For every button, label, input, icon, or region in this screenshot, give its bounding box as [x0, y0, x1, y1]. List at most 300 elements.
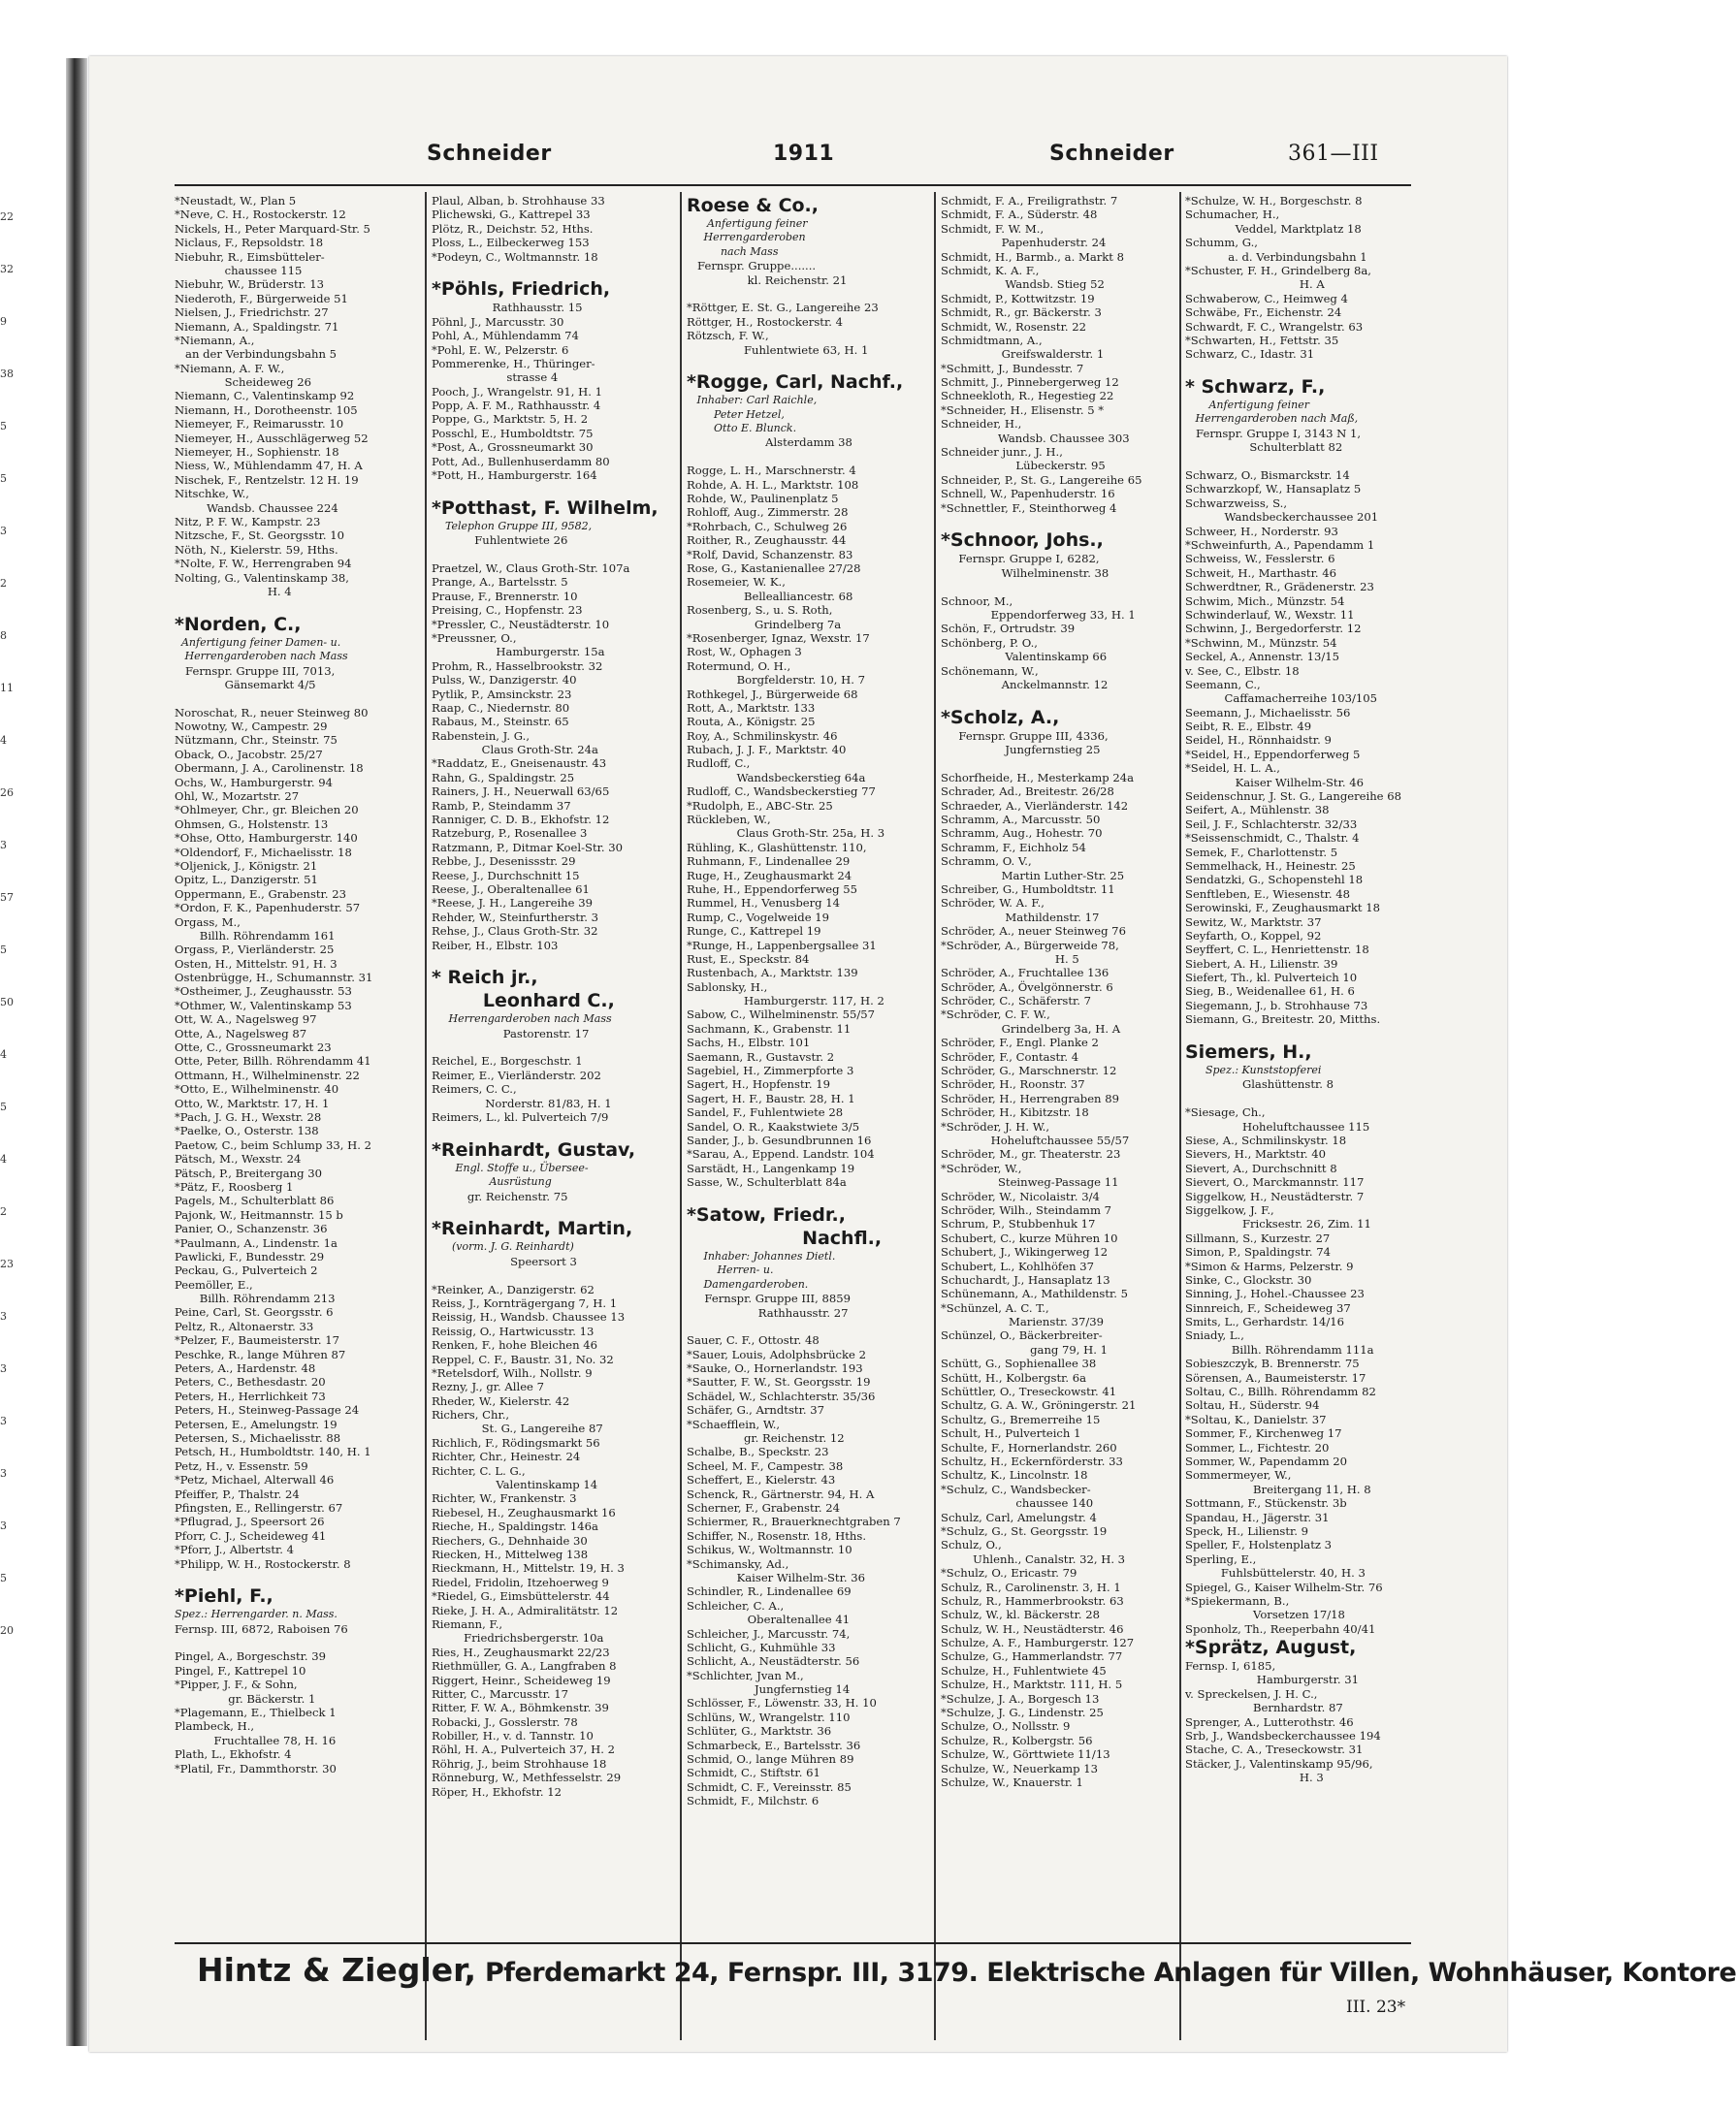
directory-entry: Schleicher, C. A.,: [687, 1598, 785, 1613]
directory-entry: Schönemann, W.,: [941, 663, 1039, 678]
directory-entry: Schwinderlauf, W., Wexstr. 11: [1185, 607, 1355, 622]
directory-entry: *Sauke, O., Hornerlandstr. 193: [687, 1361, 863, 1376]
directory-entry: Simon, P., Spaldingstr. 74: [1185, 1245, 1331, 1260]
directory-entry: Gänsemarkt 4/5: [175, 677, 316, 691]
directory-entry: Speck, H., Lilienstr. 9: [1185, 1523, 1309, 1538]
facing-page-fragment: 23: [0, 1258, 14, 1270]
directory-entry: Schlicht, A., Neustädterstr. 56: [687, 1654, 860, 1669]
directory-entry: Nützmann, Chr., Steinstr. 75: [175, 733, 338, 748]
directory-entry: Peters, C., Bethesdastr. 20: [175, 1375, 326, 1390]
facing-page-numbers: [0, 204, 27, 2027]
facing-page-fragment: 4: [0, 1153, 7, 1166]
directory-entry: Plath, L., Ekhofstr. 4: [175, 1747, 292, 1762]
firm-heading: *Satow, Friedr.,: [687, 1203, 846, 1226]
directory-entry: Schulze, W., Knauerstr. 1: [941, 1775, 1083, 1789]
directory-entry: Schäfer, G., Arndtstr. 37: [687, 1403, 824, 1418]
facing-page-fragment: 8: [0, 629, 7, 642]
directory-entry: H. 4: [175, 584, 292, 598]
directory-entry: Schubert, C., kurze Mühren 10: [941, 1231, 1118, 1245]
directory-entry: *Reinker, A., Danzigerstr. 62: [432, 1282, 595, 1296]
directory-entry: Rainers, J. H., Neuerwall 63/65: [432, 784, 610, 799]
directory-entry: Pingel, A., Borgeschstr. 39: [175, 1649, 326, 1664]
directory-entry: [941, 756, 1189, 770]
directory-entry: Röper, H., Ekhofstr. 12: [432, 1784, 563, 1799]
directory-entry: Schreiber, G., Humboldtstr. 11: [941, 881, 1115, 896]
directory-entry: Semek, F., Charlottenstr. 5: [1185, 845, 1338, 859]
firm-subline: Inhaber: Johannes Dietl.: [687, 1249, 836, 1263]
directory-entry: *Niemann, A.,: [175, 333, 255, 347]
directory-entry: Schulz, Carl, Amelungstr. 4: [941, 1510, 1097, 1524]
directory-entry: Rheder, W., Kielerstr. 42: [432, 1393, 570, 1408]
directory-entry: Fuhlentwiete 63, H. 1: [687, 342, 869, 357]
directory-entry: Steinweg-Passage 11: [941, 1175, 1119, 1190]
firm-subline: Herrengarderoben: [687, 231, 806, 244]
firm-subline: nach Mass: [687, 244, 779, 258]
directory-entry: Schulz, W. H., Neustädterstr. 46: [941, 1621, 1124, 1636]
directory-entry: Pulss, W., Danzigerstr. 40: [432, 673, 577, 688]
directory-entry: Siese, A., Schmilinskystr. 18: [1185, 1134, 1347, 1147]
directory-entry: Rezny, J., gr. Allee 7: [432, 1380, 544, 1394]
directory-entry: Fernspr. Gruppe III, 7013,: [175, 663, 336, 678]
directory-entry: Smits, L., Gerhardstr. 14/16: [1185, 1315, 1345, 1329]
firm-subline: Anfertigung feiner: [687, 217, 808, 230]
directory-entry: Ratzmann, P., Ditmar Koel-Str. 30: [432, 840, 623, 854]
directory-entry: Sniady, L.,: [1185, 1328, 1244, 1343]
directory-entry: Schröder, A., neuer Steinweg 76: [941, 924, 1126, 939]
directory-entry: gang 79, H. 1: [941, 1342, 1109, 1357]
directory-entry: [1185, 362, 1433, 375]
directory-entry: Sagert, H., Hopfenstr. 19: [687, 1077, 831, 1092]
directory-entry: [1185, 455, 1433, 468]
firm-subline: Herrengarderoben nach Maß,: [1185, 412, 1359, 426]
directory-entry: Schmidt, F., Milchstr. 6: [687, 1794, 820, 1808]
directory-entry: Richers, Chr.,: [432, 1408, 510, 1423]
firm-heading: *Rogge, Carl, Nachf.,: [687, 371, 904, 394]
directory-entry: Rudloff, C., Wandsbeckerstieg 77: [687, 784, 876, 799]
directory-entry: Kaiser Wilhelm-Str. 36: [687, 1570, 865, 1584]
directory-entry: Rose, G., Kastanienallee 27/28: [687, 560, 861, 575]
directory-entry: Sinke, C., Glockstr. 30: [1185, 1272, 1312, 1287]
directory-entry: Schröder, H., Roonstr. 37: [941, 1077, 1085, 1092]
directory-entry: Pforr, C. J., Scheideweg 41: [175, 1528, 327, 1543]
directory-entry: Norderstr. 81/83, H. 1: [432, 1096, 612, 1110]
directory-entry: Pätsch, M., Wexstr. 24: [175, 1152, 302, 1167]
directory-entry: Rohloff, Aug., Zimmerstr. 28: [687, 505, 849, 520]
directory-entry: Schramm, Aug., Hohestr. 70: [941, 826, 1103, 841]
facing-page-fragment: 3: [0, 525, 7, 537]
header-page-number: 361—III: [1288, 142, 1379, 166]
directory-entry: Fernspr. Gruppe I, 6282,: [941, 552, 1100, 566]
directory-entry: Martin Luther-Str. 25: [941, 868, 1125, 882]
directory-entry: Schleicher, J., Marcusstr. 74,: [687, 1626, 851, 1641]
directory-entry: Rubach, J. J. F., Marktstr. 40: [687, 743, 847, 757]
firm-subline: Spez.: Herrengarder. n. Mass.: [175, 1608, 338, 1621]
directory-entry: Praetzel, W., Claus Groth-Str. 107a: [432, 560, 630, 575]
directory-entry: Schmidt, C. F., Vereinsstr. 85: [687, 1779, 852, 1794]
directory-entry: Rabenstein, J. G.,: [432, 728, 530, 743]
directory-entry: Schorfheide, H., Mesterkamp 24a: [941, 770, 1135, 784]
directory-entry: Roither, R., Zeughausstr. 44: [687, 533, 847, 548]
directory-entry: Sander, J., b. Gesundbrunnen 16: [687, 1134, 872, 1147]
directory-entry: Claus Groth-Str. 24a: [432, 743, 598, 757]
directory-entry: Sendatzki, G., Schopenstehl 18: [1185, 873, 1364, 887]
directory-entry: Seemann, C.,: [1185, 677, 1261, 691]
firm-subline: Spez.: Kunststopferei: [1185, 1064, 1322, 1077]
directory-entry: Peters, H., Herrlichkeit 73: [175, 1389, 326, 1403]
directory-entry: Sasse, W., Schulterblatt 84a: [687, 1175, 847, 1190]
directory-entry: Niemeyer, H., Ausschlägerweg 52: [175, 431, 369, 445]
directory-entry: Grindelberg 3a, H. A: [941, 1021, 1121, 1036]
directory-entry: *Seidel, H. L. A.,: [1185, 761, 1280, 776]
directory-entry: Ritter, F. W. A., Böhmkenstr. 39: [432, 1701, 609, 1715]
directory-entry: Nitzsche, F., St. Georgsstr. 10: [175, 528, 345, 543]
directory-entry: Schnoor, M.,: [941, 593, 1013, 608]
directory-entry: Rogge, L. H., Marschnerstr. 4: [687, 464, 856, 478]
directory-entry: Schüttler, O., Treseckowstr. 41: [941, 1385, 1117, 1399]
directory-entry: [432, 264, 680, 277]
directory-entry: Schubert, L., Kohlhöfen 37: [941, 1259, 1094, 1273]
directory-entry: Rönneburg, W., Methfesselstr. 29: [432, 1771, 622, 1785]
directory-entry: Schröder, W., Nicolaistr. 3/4: [941, 1189, 1100, 1203]
directory-entry: Schröder, C., Schäferstr. 7: [941, 994, 1091, 1008]
directory-entry: Reissig, H., Wandsb. Chaussee 13: [432, 1310, 626, 1325]
directory-entry: Roy, A., Schmilinskystr. 46: [687, 728, 838, 743]
directory-entry: Sauer, C. F., Ottostr. 48: [687, 1333, 820, 1348]
directory-entry: Reppel, C. F., Baustr. 31, No. 32: [432, 1352, 614, 1366]
directory-entry: [687, 357, 935, 370]
directory-entry: Peine, Carl, St. Georgsstr. 6: [175, 1305, 334, 1320]
directory-entry: Schultz, K., Lincolnstr. 18: [941, 1468, 1088, 1483]
directory-entry: *Pott, H., Hamburgerstr. 164: [432, 468, 597, 483]
directory-entry: *Schimansky, Ad.,: [687, 1556, 789, 1571]
firm-heading: *Schnoor, Johs.,: [941, 529, 1104, 552]
directory-entry: Schenck, R., Gärtnerstr. 94, H. A: [687, 1487, 875, 1501]
directory-entry: Rudloff, C.,: [687, 756, 751, 771]
directory-entry: Rathhausstr. 15: [432, 301, 583, 315]
directory-entry: Osten, H., Mittelstr. 91, H. 3: [175, 956, 338, 971]
firm-subline: Herren- u.: [687, 1263, 774, 1277]
directory-entry: Stache, C. A., Treseckowstr. 31: [1185, 1743, 1364, 1757]
directory-entry: *Schuster, F. H., Grindelberg 8a,: [1185, 263, 1371, 277]
directory-entry: Ostenbrügge, H., Schumannstr. 31: [175, 971, 373, 985]
directory-entry: Ritter, C., Marcusstr. 17: [432, 1686, 569, 1701]
directory-entry: Otto, W., Marktstr. 17, H. 1: [175, 1096, 330, 1110]
firm-subline: (vorm. J. G. Reinhardt): [432, 1240, 574, 1254]
directory-entry: Sievert, A., Durchschnitt 8: [1185, 1161, 1337, 1175]
directory-entry: *Schröder, C. F. W.,: [941, 1008, 1050, 1022]
directory-entry: Pätsch, P., Breitergang 30: [175, 1166, 322, 1180]
directory-entry: Oppermann, E., Grabenstr. 23: [175, 886, 346, 901]
directory-entry: Schulze, W., Neuerkamp 13: [941, 1761, 1099, 1775]
directory-entry: Reimer, E., Vierländerstr. 202: [432, 1068, 601, 1082]
directory-entry: Seckel, A., Annenstr. 13/15: [1185, 650, 1339, 664]
directory-entry: *Plagemann, E., Thielbeck 1: [175, 1706, 337, 1720]
directory-entry: Riechers, G., Dehnhaide 30: [432, 1533, 588, 1548]
firm-subline: Inhaber: Carl Raichle,: [687, 394, 818, 407]
directory-entry: Uhlenh., Canalstr. 32, H. 3: [941, 1551, 1126, 1566]
directory-entry: [175, 1571, 423, 1584]
directory-entry: Runge, C., Kattrepel 19: [687, 924, 821, 939]
directory-entry: Schulze, H., Fuhlentwiete 45: [941, 1663, 1107, 1678]
directory-entry: Schulze, A. F., Hamburgerstr. 127: [941, 1636, 1135, 1650]
directory-entry: *Pforr, J., Albertstr. 4: [175, 1543, 295, 1557]
directory-entry: Schröder, A., Fruchtallee 136: [941, 966, 1109, 980]
directory-entry: Seyfarth, O., Koppel, 92: [1185, 928, 1322, 943]
directory-entry: Prange, A., Bartelsstr. 5: [432, 575, 568, 590]
directory-column-1: [175, 194, 423, 2056]
directory-entry: Oback, O., Jacobstr. 25/27: [175, 747, 323, 761]
directory-entry: Sievert, O., Marckmannstr. 117: [1185, 1175, 1365, 1190]
directory-entry: Schmidt, H., Barmb., a. Markt 8: [941, 249, 1125, 264]
advert-brand: Hintz & Ziegler,: [197, 1951, 477, 1989]
directory-entry: Schultz, G. A. W., Gröningerstr. 21: [941, 1398, 1137, 1413]
directory-entry: Nolting, G., Valentinskamp 38,: [175, 570, 349, 585]
directory-entry: Schünemann, A., Mathildenstr. 5: [941, 1287, 1129, 1301]
directory-entry: Rosenberg, S., u. S. Roth,: [687, 603, 833, 618]
directory-entry: Spiegel, G., Kaiser Wilhelm-Str. 76: [1185, 1580, 1383, 1594]
directory-entry: Nitz, P. F. W., Kampstr. 23: [175, 514, 321, 528]
directory-entry: Schramm, F., Eichholz 54: [941, 840, 1086, 854]
directory-entry: [1185, 1027, 1433, 1040]
directory-entry: Schalbe, B., Speckstr. 23: [687, 1445, 829, 1459]
directory-entry: Sörensen, A., Baumeisterstr. 17: [1185, 1370, 1366, 1385]
directory-entry: Richter, W., Frankenstr. 3: [432, 1491, 577, 1506]
directory-entry: Alsterdamm 38: [687, 435, 852, 450]
directory-entry: Pommerenke, H., Thüringer-: [432, 356, 595, 370]
directory-entry: [432, 1040, 680, 1054]
firm-heading: *Pöhls, Friedrich,: [432, 278, 611, 301]
directory-entry: Otte, A., Nagelsweg 87: [175, 1026, 307, 1040]
directory-entry: Schmidt, P., Kottwitzstr. 19: [941, 291, 1095, 305]
directory-entry: Schwerdtner, R., Grädenerstr. 23: [1185, 580, 1374, 594]
directory-entry: *Runge, H., Lappenbergsallee 31: [687, 938, 877, 952]
directory-entry: Rost, W., Ophagen 3: [687, 645, 802, 659]
facing-page-fragment: 3: [0, 839, 7, 851]
directory-entry: Peemöller, E.,: [175, 1277, 253, 1292]
directory-entry: *Spiekermann, B.,: [1185, 1593, 1290, 1608]
directory-entry: Niederoth, F., Bürgerweide 51: [175, 291, 348, 305]
firm-heading: Nachfl.,: [687, 1227, 883, 1249]
directory-entry: Srb, J., Wandsbeckerchaussee 194: [1185, 1729, 1381, 1743]
directory-entry: [1185, 1092, 1433, 1105]
firm-heading: Siemers, H.,: [1185, 1041, 1312, 1064]
directory-entry: Oberaltenallee 41: [687, 1613, 851, 1627]
directory-entry: Röhl, H. A., Pulverteich 37, H. 2: [432, 1743, 615, 1757]
directory-entry: Paetow, C., beim Schlump 33, H. 2: [175, 1137, 371, 1152]
facing-page-fragment: 4: [0, 1048, 7, 1061]
directory-entry: Pawlicki, F., Bundesstr. 29: [175, 1249, 325, 1263]
directory-entry: Reissig, O., Hartwicusstr. 13: [432, 1324, 595, 1338]
directory-entry: *Schröder, A., Bürgerweide 78,: [941, 938, 1119, 952]
directory-entry: Rühling, K., Glashüttenstr. 110,: [687, 840, 867, 854]
directory-entry: *Röttger, E. St. G., Langereihe 23: [687, 301, 879, 315]
directory-entry: Rieckmann, H., Mittelstr. 19, H. 3: [432, 1561, 625, 1576]
directory-entry: Sarstädt, H., Langenkamp 19: [687, 1161, 855, 1175]
footer-advertisement: [197, 1951, 1736, 1990]
directory-entry: Rückleben, W.,: [687, 813, 771, 827]
directory-entry: [687, 287, 935, 301]
directory-entry: Richter, Chr., Heinestr. 24: [432, 1450, 581, 1464]
directory-entry: *Ohlmeyer, Chr., gr. Bleichen 20: [175, 803, 359, 817]
facing-page-fragment: 2: [0, 1205, 7, 1218]
facing-page-fragment: 3: [0, 1415, 7, 1427]
directory-entry: *Seissenschmidt, C., Thalstr. 4: [1185, 831, 1360, 846]
directory-entry: Schmid, O., lange Mühren 89: [687, 1752, 854, 1767]
directory-entry: Reimers, C. C.,: [432, 1082, 517, 1097]
directory-entry: [175, 1636, 423, 1649]
directory-entry: *Schulz, O., Ericastr. 79: [941, 1566, 1077, 1581]
directory-entry: Otte, C., Grossneumarkt 23: [175, 1040, 332, 1055]
directory-entry: Schnell, W., Papenhuderstr. 16: [941, 487, 1115, 501]
directory-entry: Opitz, L., Danzigerstr. 51: [175, 873, 318, 887]
directory-entry: Riemann, F.,: [432, 1616, 503, 1631]
directory-entry: Sandel, O. R., Kaakstwiete 3/5: [687, 1119, 860, 1134]
directory-entry: *Raddatz, E., Gneisenaustr. 43: [432, 756, 607, 771]
directory-entry: Schmidt, F. A., Süderstr. 48: [941, 208, 1098, 222]
directory-entry: Fernsp. III, 6872, Raboisen 76: [175, 1621, 348, 1636]
directory-entry: Popp, A. F. M., Rathhausstr. 4: [432, 399, 601, 413]
directory-entry: Schwim, Mich., Münzstr. 54: [1185, 593, 1345, 608]
directory-entry: Rump, C., Vogelweide 19: [687, 910, 829, 924]
directory-entry: *Paulmann, A., Lindenstr. 1a: [175, 1235, 338, 1250]
directory-entry: *Pipper, J. F., & Sohn,: [175, 1678, 298, 1692]
directory-entry: Siefert, Th., kl. Pulverteich 10: [1185, 971, 1358, 985]
directory-entry: Prause, F., Brennerstr. 10: [432, 589, 578, 603]
firm-subline: Herrengarderoben nach Mass: [175, 650, 348, 663]
directory-entry: *Podeyn, C., Woltmannstr. 18: [432, 249, 598, 264]
directory-entry: Sieg, B., Weidenallee 61, H. 6: [1185, 984, 1355, 999]
directory-entry: *Oldendorf, F., Michaelisstr. 18: [175, 845, 352, 859]
directory-entry: [687, 450, 935, 464]
directory-entry: Rustenbach, A., Marktstr. 139: [687, 966, 858, 980]
directory-entry: Pott, Ad., Bullenhuserdamm 80: [432, 454, 610, 468]
directory-entry: Pöhnl, J., Marcusstr. 30: [432, 314, 564, 329]
book-gutter: [66, 58, 87, 2046]
directory-entry: Petersen, S., Michaelisstr. 88: [175, 1430, 341, 1445]
directory-entry: Niemann, C., Valentinskamp 92: [175, 389, 355, 403]
directory-entry: Schröder, W. A. F.,: [941, 896, 1045, 911]
directory-entry: Poppe, G., Marktstr. 5, H. 2: [432, 412, 589, 427]
directory-entry: Seibt, R. E., Elbstr. 49: [1185, 720, 1312, 734]
directory-entry: Sagert, H. F., Baustr. 28, H. 1: [687, 1091, 855, 1105]
directory-entry: Raap, C., Niedernstr. 80: [432, 700, 570, 715]
directory-entry: Fricksestr. 26, Zim. 11: [1185, 1217, 1371, 1231]
running-header: [427, 142, 1406, 180]
directory-entry: Spandau, H., Jägerstr. 31: [1185, 1510, 1330, 1524]
directory-entry: *Simon & Harms, Pelzerstr. 9: [1185, 1259, 1354, 1273]
directory-entry: a. d. Verbindungsbahn 1: [1185, 249, 1367, 264]
directory-entry: Pajonk, W., Heitmannstr. 15 b: [175, 1207, 343, 1222]
directory-entry: Sagebiel, H., Zimmerpforte 3: [687, 1064, 854, 1078]
facing-page-fragment: 2: [0, 577, 7, 590]
directory-entry: Obermann, J. A., Carolinenstr. 18: [175, 761, 364, 776]
directory-entry: Pfingsten, E., Rellingerstr. 67: [175, 1500, 343, 1515]
directory-entry: Schwarzweiss, S.,: [1185, 496, 1288, 510]
directory-entry: Rieke, J. H. A., Admiralitätstr. 12: [432, 1603, 619, 1617]
directory-entry: *Pflugrad, J., Speersort 26: [175, 1515, 325, 1529]
firm-heading: *Reinhardt, Gustav,: [432, 1138, 636, 1161]
firm-heading: *Piehl, F.,: [175, 1585, 273, 1608]
header-year: 1911: [773, 142, 835, 166]
directory-entry: Eppendorferweg 33, H. 1: [941, 607, 1136, 622]
directory-entry: Reiber, H., Elbstr. 103: [432, 938, 559, 952]
directory-entry: Niess, W., Mühlendamm 47, H. A: [175, 459, 363, 473]
firm-heading: Roese & Co.,: [687, 195, 819, 216]
directory-entry: Stäcker, J., Valentinskamp 95/96,: [1185, 1756, 1373, 1771]
directory-entry: Schulze, R., Kolbergstr. 56: [941, 1733, 1093, 1747]
directory-entry: Schumm, G.,: [1185, 236, 1258, 250]
directory-entry: Seyffert, C. L., Henriettenstr. 18: [1185, 943, 1369, 957]
directory-entry: Seemann, J., Michaelisstr. 56: [1185, 705, 1351, 720]
firm-subline: Damengarderoben.: [687, 1277, 809, 1291]
directory-entry: Ploss, L., Eilbeckerweg 153: [432, 236, 590, 250]
directory-entry: *Otto, E., Wilhelminenstr. 40: [175, 1082, 339, 1097]
directory-entry: [941, 515, 1189, 528]
facing-page-fragment: 22: [0, 210, 14, 223]
directory-entry: Riecken, H., Mittelweg 138: [432, 1547, 589, 1561]
directory-entry: [432, 1124, 680, 1137]
directory-entry: Valentinskamp 14: [432, 1478, 598, 1492]
directory-entry: Kaiser Wilhelm-Str. 46: [1185, 775, 1364, 789]
directory-entry: Bernhardstr. 87: [1185, 1701, 1343, 1715]
directory-entry: *Sarau, A., Eppend. Landstr. 104: [687, 1147, 875, 1162]
facing-page-fragment: 20: [0, 1624, 14, 1637]
directory-entry: Glashüttenstr. 8: [1185, 1077, 1334, 1092]
directory-entry: Ratzeburg, P., Rosenallee 3: [432, 826, 588, 841]
directory-entry: Wandsbeckerstieg 64a: [687, 770, 866, 784]
directory-entry: Schweer, H., Norderstr. 93: [1185, 524, 1338, 538]
directory-entry: Scheffert, E., Kielerstr. 43: [687, 1473, 836, 1487]
directory-entry: Niclaus, F., Repsoldstr. 18: [175, 236, 324, 250]
directory-entry: Pytlik, P., Amsinckstr. 23: [432, 687, 572, 701]
directory-entry: Sachs, H., Elbstr. 101: [687, 1036, 811, 1050]
directory-entry: Rötzsch, F. W.,: [687, 329, 769, 343]
directory-entry: Siegemann, J., b. Strohhause 73: [1185, 998, 1368, 1012]
directory-entry: Rohde, A. H. L., Marktstr. 108: [687, 477, 859, 492]
directory-entry: Wandsb. Chaussee 224: [175, 500, 338, 515]
directory-entry: *Schulze, J. A., Borgesch 13: [941, 1691, 1100, 1706]
directory-entry: Saemann, R., Gustavstr. 2: [687, 1049, 835, 1064]
directory-entry: *Ohse, Otto, Hamburgerstr. 140: [175, 831, 358, 846]
directory-entry: *Siesage, Ch.,: [1185, 1105, 1266, 1120]
firm-subline: Ausrüstung: [432, 1175, 552, 1189]
directory-entry: Billh. Röhrendamm 111a: [1185, 1342, 1374, 1357]
directory-entry: Preising, C., Hopfenstr. 23: [432, 603, 583, 618]
directory-entry: Rust, E., Speckstr. 84: [687, 951, 810, 966]
directory-entry: Schlüter, G., Marktstr. 36: [687, 1724, 832, 1739]
directory-entry: Billh. Röhrendamm 161: [175, 928, 336, 943]
directory-entry: Pfeiffer, P., Thalstr. 24: [175, 1487, 300, 1501]
directory-entry: Rummel, H., Venusberg 14: [687, 896, 841, 911]
directory-entry: Schramm, A., Marcusstr. 50: [941, 813, 1101, 827]
directory-column-3: [687, 194, 935, 2056]
directory-entry: Soltau, C., Billh. Röhrendamm 82: [1185, 1385, 1376, 1399]
directory-entry: Reese, J., Oberaltenallee 61: [432, 881, 590, 896]
firm-heading: * Reich jr.,: [432, 967, 538, 989]
directory-entry: gr. Reichenstr. 75: [432, 1189, 568, 1203]
directory-entry: Sievers, H., Marktstr. 40: [1185, 1147, 1326, 1162]
facing-page-fragment: 32: [0, 263, 14, 275]
directory-entry: Ott, W. A., Nagelsweg 97: [175, 1012, 317, 1027]
directory-entry: Scheel, M. F., Campestr. 38: [687, 1458, 844, 1473]
directory-entry: [432, 952, 680, 966]
directory-entry: Siemann, G., Breitestr. 20, Mitths.: [1185, 1012, 1381, 1027]
directory-entry: *Schaefflein, W.,: [687, 1417, 781, 1431]
directory-entry: Peckau, G., Pulverteich 2: [175, 1263, 318, 1278]
directory-entry: Petsch, H., Humboldtstr. 140, H. 1: [175, 1445, 371, 1459]
directory-entry: Schröder, F., Contastr. 4: [941, 1049, 1079, 1064]
directory-entry: Schmidt, K. A. F.,: [941, 263, 1040, 277]
